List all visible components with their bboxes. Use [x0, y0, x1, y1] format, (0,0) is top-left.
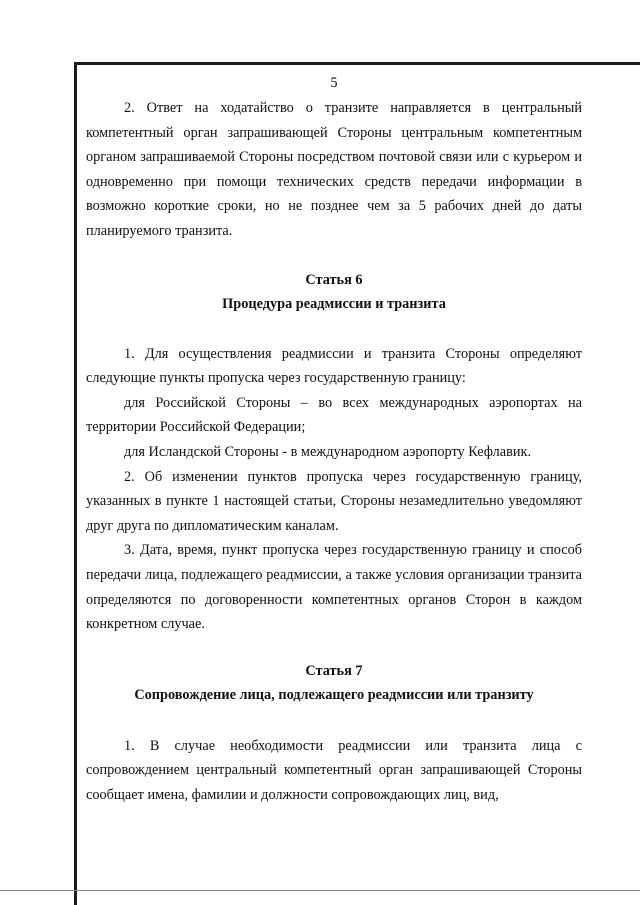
- page-frame-top-border: [74, 62, 640, 65]
- article-6-title: Процедура реадмиссии и транзита: [222, 296, 446, 313]
- paragraph-transit-response: 2. Ответ на ходатайство о транзите направляется в центральный компетентный орган запрашивающей Стороны центральным компетентным органом запрашиваемой Стороны посредством почтовой связи или с курьером и одновременно при помощи технических средств передачи информации в возможно короткие сроки, но не позднее чем за 5 рабочих дней до даты планируемого транзита.: [86, 100, 582, 239]
- article-6-paragraph-russia: для Российской Стороны – во всех международных аэропортах на территории Российской Федерации;: [86, 394, 582, 436]
- article-7-paragraph-1: 1. В случае необходимости реадмиссии или транзита лица с сопровождением центральный компетентный орган запрашивающей Стороны сообщает имена, фамилии и должности сопровождающих лиц, вид,: [86, 737, 582, 803]
- page-number: 5: [330, 75, 338, 91]
- document-body: [86, 70, 582, 807]
- article-6-paragraph-3: 3. Дата, время, пункт пропуска через государственную границу и способ передачи лица, подлежащего реадмиссии, а также условия организации транзита определяются по договоренности компетентных органов Сторон в каждом конкретном случае.: [86, 542, 582, 633]
- page-bottom-edge: [0, 890, 640, 891]
- article-7-number: Статья 7: [305, 662, 363, 679]
- article-7-title: Сопровождение лица, подлежащего реадмиссии или транзиту: [134, 687, 534, 704]
- article-6-paragraph-1: 1. Для осуществления реадмиссии и транзита Стороны определяют следующие пункты пропуска через государственную границу:: [86, 345, 582, 387]
- page-frame-left-border: [74, 62, 77, 905]
- article-6-paragraph-iceland: для Исландской Стороны - в международном аэропорту Кефлавик.: [124, 443, 532, 460]
- article-6-paragraph-2: 2. Об изменении пунктов пропуска через государственную границу, указанных в пункте 1 настоящей статьи, Стороны незамедлительно уведомляют друг друга по дипломатическим каналам.: [86, 468, 582, 534]
- article-6-number: Статья 6: [305, 271, 363, 288]
